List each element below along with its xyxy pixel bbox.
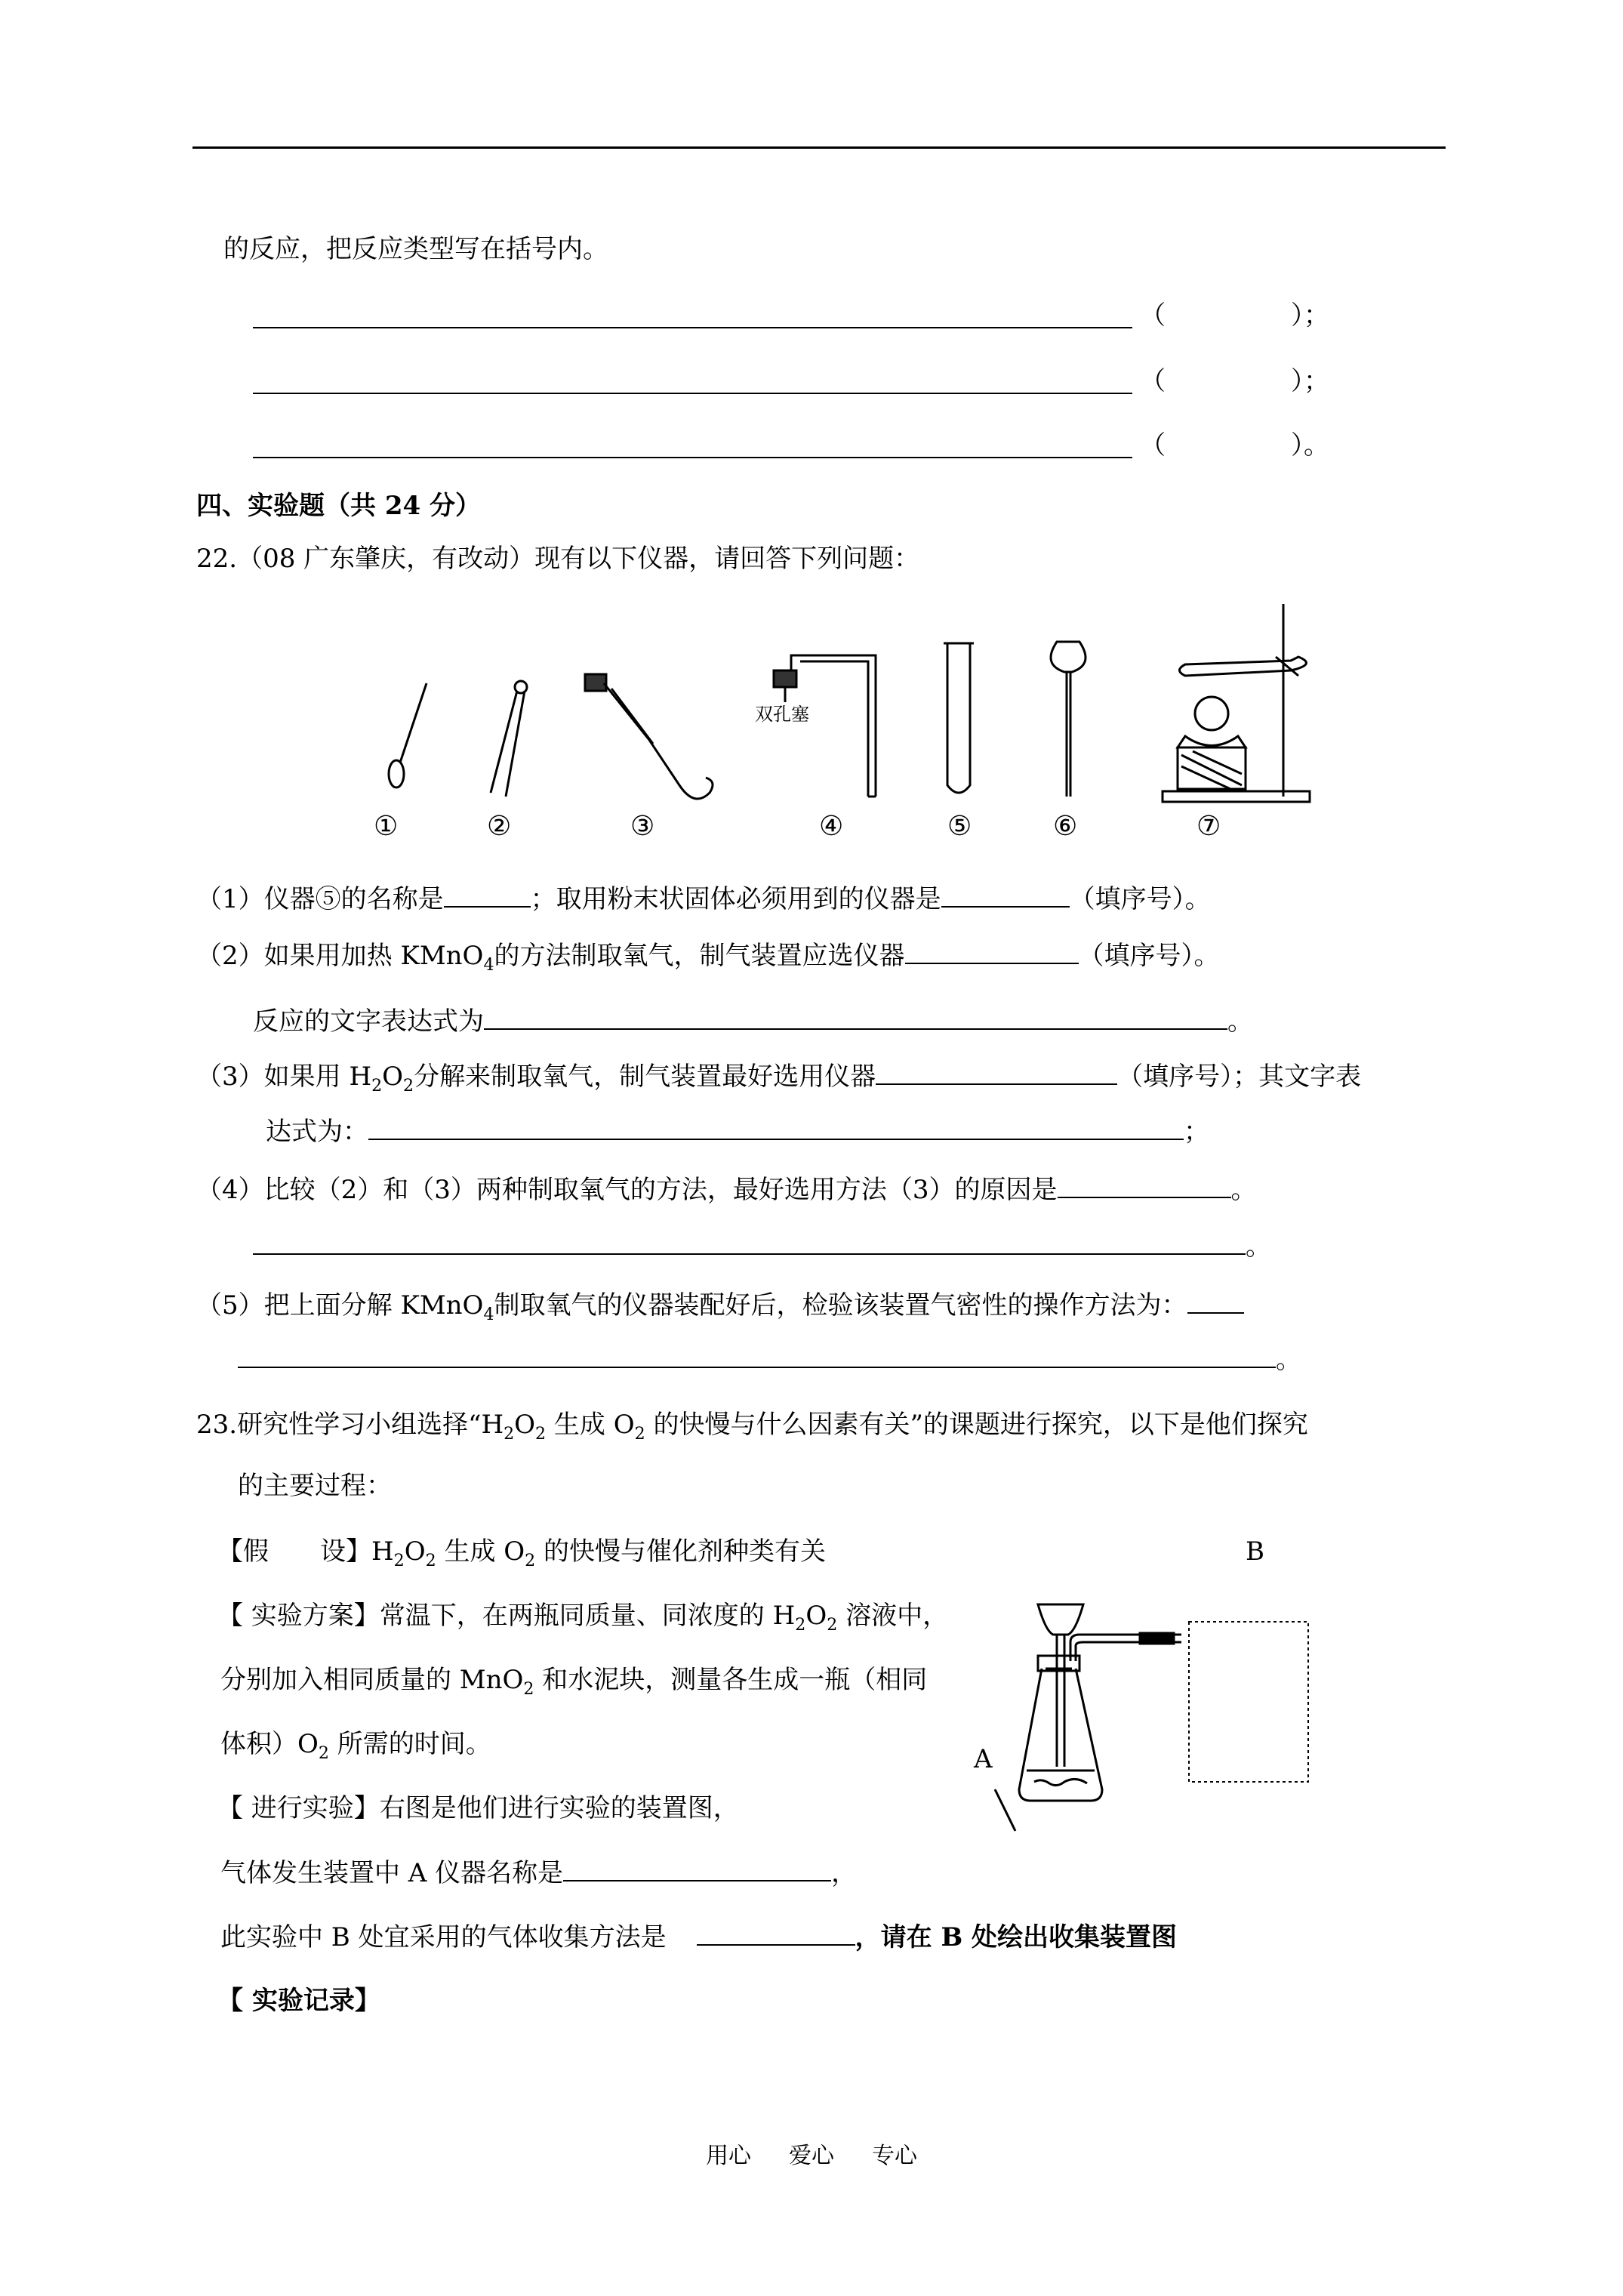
q23-hypothesis-sub1: 2 bbox=[393, 1550, 405, 1570]
q23-plan-line3-b: 所需的时间。 bbox=[328, 1729, 491, 1759]
q22-part2-line2-label: 反应的文字表达式为 bbox=[253, 1006, 484, 1037]
q22-part4-line2-end: 。 bbox=[1246, 1231, 1271, 1262]
q23-experiment-line3-b: ，请在 B 处绘出收集装置图 bbox=[855, 1922, 1178, 1952]
q22-part2-b: 的方法制取氧气，制气装置应选仪器 bbox=[494, 941, 905, 971]
q23-flask-name-blank[interactable] bbox=[563, 1857, 831, 1881]
q23-hypothesis-text1: 生成 O bbox=[436, 1536, 525, 1567]
answer-close-2: ）； bbox=[1291, 366, 1329, 396]
section-title: 四、实验题（共 24 分） bbox=[196, 491, 481, 521]
answer-close-3: ）。 bbox=[1291, 430, 1329, 461]
q23-record-label: 【 实验记录】 bbox=[217, 1986, 380, 2016]
q23-line1-o: O bbox=[514, 1410, 536, 1440]
answer-open-3: （ bbox=[1140, 430, 1166, 461]
q22-part1-b: ；取用粉末状固体必须用到的仪器是 bbox=[530, 884, 941, 914]
q23-plan-label: 【 实验方案】 bbox=[217, 1601, 380, 1631]
q22-part3-line2-label: 达式为： bbox=[266, 1117, 368, 1147]
answer-open-2: （ bbox=[1140, 366, 1166, 396]
q22-part2-line2-end: 。 bbox=[1227, 1006, 1253, 1037]
q23-collection-method-blank[interactable] bbox=[697, 1922, 855, 1946]
answer-open-1: （ bbox=[1140, 300, 1166, 331]
instrument-number-3: ③ bbox=[630, 811, 655, 842]
stopper-label: 双孔塞 bbox=[755, 704, 809, 725]
q22-part4-a: （4）比较（2）和（3）两种制取氧气的方法，最好选用方法（3）的原因是 bbox=[196, 1175, 1058, 1205]
q23-experiment-line2-label: 气体发生装置中 A 仪器名称是 bbox=[220, 1858, 564, 1888]
q23-experiment-line2 bbox=[220, 1857, 857, 1889]
q23-plan-text1: 常温下，在两瓶同质量、同浓度的 H bbox=[379, 1601, 796, 1631]
q23-line1-sub3: 2 bbox=[634, 1423, 645, 1444]
instrument-number-1: ① bbox=[374, 811, 399, 842]
footer-a: 用心 bbox=[706, 2143, 751, 2169]
q23-plan-text2: 溶液中， bbox=[837, 1601, 949, 1631]
collection-box bbox=[1189, 1622, 1308, 1782]
footer-b: 爱心 bbox=[789, 2143, 834, 2169]
q22-part3-sub2: 2 bbox=[403, 1075, 414, 1096]
q23-plan-sub1: 2 bbox=[795, 1614, 806, 1635]
answer-close-1: ）； bbox=[1291, 300, 1329, 331]
q22-part3-c: （填序号）；其文字表 bbox=[1117, 1062, 1362, 1092]
instrument-number-7: ⑦ bbox=[1196, 811, 1221, 842]
q22-part5-a: （5）把上面分解 KMnO bbox=[196, 1290, 484, 1321]
q23-experiment-label: 【 进行实验】 bbox=[217, 1793, 380, 1823]
label-B: B bbox=[1246, 1536, 1264, 1567]
q22-part3-sub1: 2 bbox=[371, 1075, 383, 1096]
q23-line1-c: 的快慢与什么因素有关”的课题进行探究，以下是他们探究 bbox=[645, 1410, 1308, 1440]
instrument-number-5: ⑤ bbox=[947, 811, 972, 842]
q22-part2-a: （2）如果用加热 KMnO bbox=[196, 941, 484, 971]
q23-experiment-text: 右图是他们进行实验的装置图， bbox=[379, 1793, 739, 1823]
q23-hypothesis-text2: 的快慢与催化剂种类有关 bbox=[535, 1536, 827, 1567]
footer-c: 专心 bbox=[872, 2143, 917, 2169]
q23-line1-b: 生成 O bbox=[546, 1410, 635, 1440]
delivery-tube-icon bbox=[1070, 1633, 1181, 1661]
q22-part1-a: （1）仪器⑤的名称是 bbox=[196, 884, 444, 914]
footer bbox=[706, 2143, 917, 2170]
q22-part3-a: （3）如果用 H bbox=[196, 1062, 372, 1092]
q22-part5-line2-end: 。 bbox=[1276, 1345, 1301, 1375]
instrument-number-2: ② bbox=[487, 811, 512, 842]
q22-part5-b: 制取氧气的仪器装配好后，检验该装置气密性的操作方法为： bbox=[494, 1290, 1187, 1321]
label-A-pointer bbox=[995, 1789, 1015, 1831]
q22-prompt: 22.（08 广东肇庆，有改动）现有以下仪器，请回答下列问题： bbox=[196, 544, 920, 574]
conical-flask-icon bbox=[1019, 1669, 1102, 1801]
q22-part2-sub: 4 bbox=[483, 954, 494, 975]
q23-experiment-line2-end: ， bbox=[831, 1858, 858, 1888]
q23-plan-line2-sub: 2 bbox=[523, 1678, 534, 1699]
label-A: A bbox=[974, 1744, 993, 1774]
q23-line1-sub2: 2 bbox=[535, 1423, 547, 1444]
q22-part4-end: 。 bbox=[1230, 1175, 1257, 1205]
q23-hypothesis-o: O bbox=[404, 1536, 426, 1567]
thistle-funnel-icon bbox=[1038, 1604, 1083, 1767]
q23-plan-line2-a: 分别加入相同质量的 MnO bbox=[220, 1665, 524, 1695]
q23-experiment bbox=[217, 1793, 739, 1824]
q22-part3-line2-end: ； bbox=[1184, 1117, 1209, 1147]
q23-plan-sub2: 2 bbox=[827, 1614, 838, 1635]
q23-plan-line2-b: 和水泥块，测量各生成一瓶（相同 bbox=[534, 1665, 928, 1695]
q23-hypothesis-sub2: 2 bbox=[425, 1550, 436, 1570]
q23-plan-line3-sub: 2 bbox=[318, 1743, 329, 1763]
q23-plan-o: O bbox=[805, 1601, 827, 1631]
q23-line2: 的主要过程： bbox=[238, 1471, 392, 1501]
q22-part2-c: （填序号）。 bbox=[1078, 941, 1220, 971]
q23-hypothesis-h: H bbox=[371, 1536, 394, 1567]
q22-part5-sub: 4 bbox=[483, 1304, 494, 1324]
q23-plan-line3-a: 体积）O bbox=[220, 1729, 319, 1759]
q23-line1-sub1: 2 bbox=[504, 1423, 515, 1444]
q22-part1-c: （填序号）。 bbox=[1069, 884, 1211, 914]
q23-experiment-line3-a: 此实验中 B 处宜采用的气体收集方法是 bbox=[220, 1922, 667, 1952]
instrument-number-4: ④ bbox=[819, 811, 844, 842]
q23-line1-a: 23.研究性学习小组选择“H bbox=[196, 1410, 504, 1440]
q22-part3-b: 分解来制取氧气，制气装置最好选用仪器 bbox=[414, 1062, 876, 1092]
q23-experiment-line3 bbox=[220, 1922, 1177, 1953]
q23-hypothesis-sub3: 2 bbox=[525, 1550, 536, 1570]
instrument-number-6: ⑥ bbox=[1053, 811, 1078, 842]
q23-hypothesis-label: 【假 设】 bbox=[217, 1536, 371, 1567]
intro-line: 的反应，把反应类型写在括号内。 bbox=[223, 234, 608, 264]
q22-part3-o: O bbox=[382, 1062, 404, 1092]
